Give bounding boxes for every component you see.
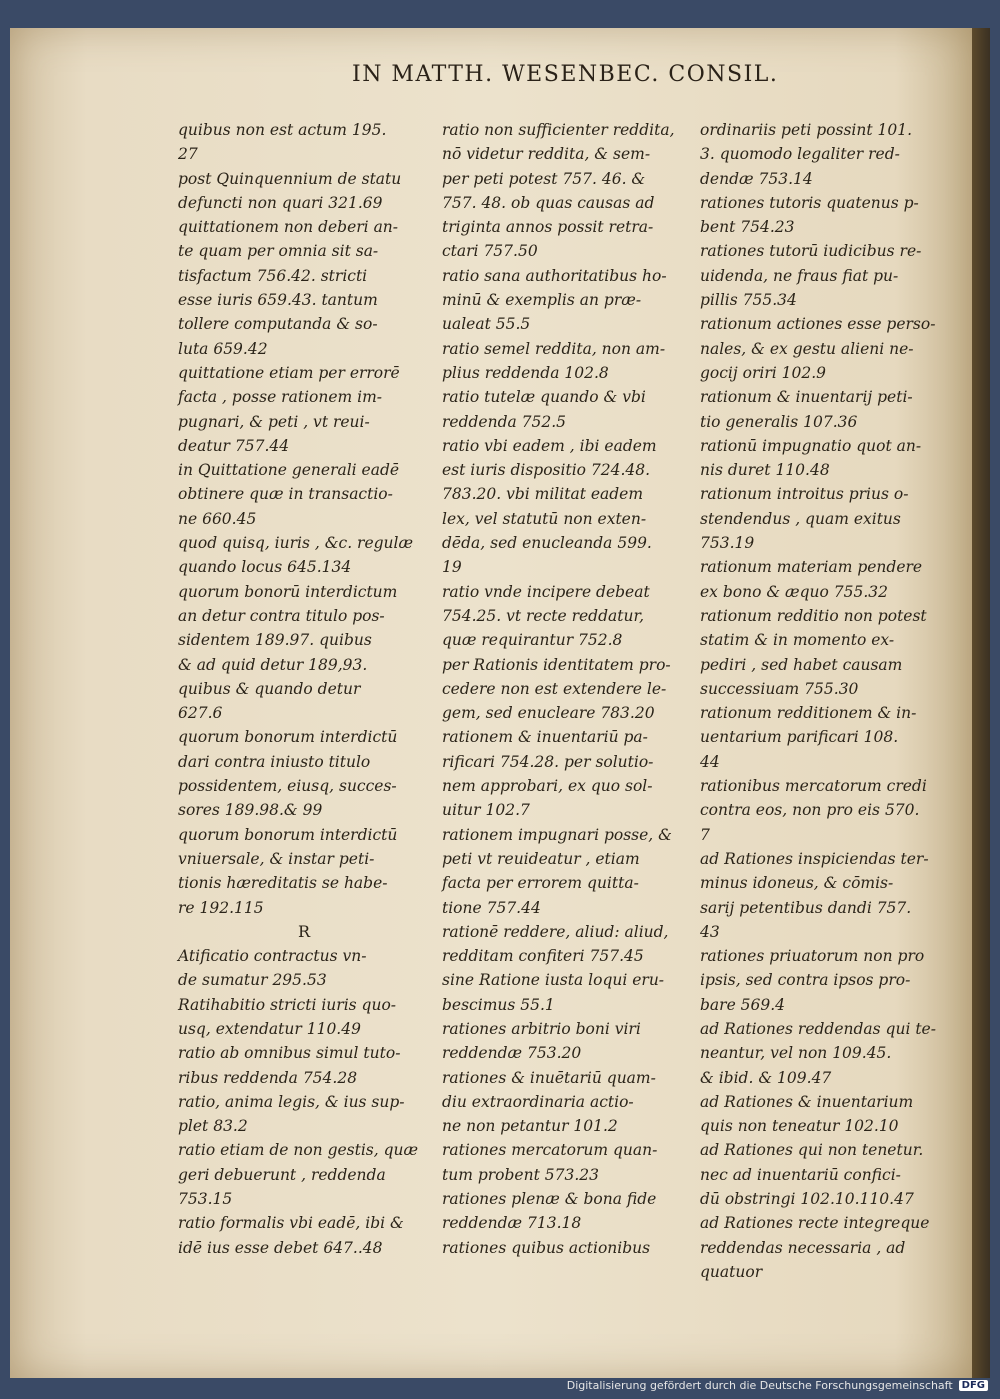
index-line: contra eos, non pro eis 570. <box>700 801 920 820</box>
index-line: rationes mercatorum quan- <box>442 1141 658 1160</box>
index-line: 7 <box>700 825 710 844</box>
index-line: & ibid. & 109.47 <box>700 1068 832 1087</box>
index-line: post Quinquennium de statu <box>178 169 402 188</box>
index-line: uidenda, ne fraus fiat pu- <box>700 266 899 285</box>
index-line: nis duret 110.48 <box>700 461 830 480</box>
index-line: quibus non est actum 195. <box>178 121 387 139</box>
index-line: statim & in momento ex- <box>700 631 895 650</box>
index-line: pediri , sed habet causam <box>700 655 903 674</box>
index-line: rationum introitus prius o- <box>700 485 909 504</box>
index-line: successiuam 755.30 <box>700 679 859 698</box>
index-line: sores 189.98.& 99 <box>178 801 323 820</box>
index-column-middle <box>442 118 692 1260</box>
index-line: ratio, anima legis, & ius sup- <box>178 1092 405 1111</box>
index-line: lex, vel statutū non exten- <box>442 509 647 528</box>
index-line: rationes priuatorum non pro <box>700 947 925 966</box>
index-line: Atificatio contractus vn- <box>178 947 367 966</box>
digitization-credit <box>567 1377 988 1393</box>
index-line: tollere computanda & so- <box>178 315 378 334</box>
index-line: rationibus mercatorum credi <box>700 777 927 796</box>
index-line: an detur contra titulo pos- <box>178 606 385 625</box>
index-line: 783.20. vbi militat eadem <box>442 485 644 504</box>
index-line: luta 659.42 <box>178 339 268 358</box>
index-line: ne 660.45 <box>178 509 257 528</box>
index-line: tum probent 573.23 <box>442 1165 599 1184</box>
index-line: dari contra iniusto titulo <box>178 752 371 771</box>
index-line: rationem impugnari posse, & <box>442 825 672 844</box>
index-line: ad Rationes & inuentarium <box>700 1092 914 1111</box>
index-line: in Quittatione generali eadē <box>178 461 400 480</box>
index-line: rationes arbitrio boni viri <box>442 1019 641 1038</box>
index-line: reddendas necessaria , ad <box>700 1238 906 1257</box>
index-line: te quam per omnia sit sa- <box>178 242 379 261</box>
index-line: rationum redditio non potest <box>700 606 927 625</box>
index-line: re 192.115 <box>178 898 264 917</box>
index-line: quorum bonorum interdictū <box>178 825 398 844</box>
page-edge <box>972 28 990 1378</box>
index-line: rationes plenæ & bona fide <box>442 1190 657 1209</box>
index-line: gem, sed enucleare 783.20 <box>442 704 655 723</box>
index-line: rationum redditionem & in- <box>700 704 917 723</box>
index-line: ordinariis peti possint 101. <box>700 121 913 139</box>
running-title: IN MATTH. WESENBEC. CONSIL. <box>352 62 779 87</box>
index-line: & ad quid detur 189,93. <box>178 655 368 674</box>
index-line: peti vt reuideatur , etiam <box>442 849 640 868</box>
index-line: plet 83.2 <box>178 1117 248 1136</box>
index-line: nec ad inuentariū confici- <box>700 1165 901 1184</box>
index-line: ratio tutelæ quando & vbi <box>442 388 646 407</box>
index-line: ribus reddenda 754.28 <box>178 1068 358 1087</box>
index-line: rificari 754.28. per solutio- <box>442 752 654 771</box>
index-line: 44 <box>700 752 720 771</box>
index-line: sidentem 189.97. quibus <box>178 631 372 650</box>
index-line: ratio sana authoritatibus ho- <box>442 266 667 285</box>
index-line: 27 <box>178 145 198 164</box>
index-line: minus idoneus, & cōmis- <box>700 874 894 893</box>
index-line: ratio etiam de non gestis, quæ <box>178 1141 419 1160</box>
index-line: ex bono & æquo 755.32 <box>700 582 889 601</box>
index-line: quittatione etiam per errorē <box>178 363 400 382</box>
index-line: tisfactum 756.42. stricti <box>178 266 368 285</box>
index-line: facta , posse rationem im- <box>178 388 383 407</box>
index-line: ratio semel reddita, non am- <box>442 339 666 358</box>
index-line: reddenda 752.5 <box>442 412 567 431</box>
index-line: ratio formalis vbi eadē, ibi & <box>178 1214 404 1233</box>
index-line: rationum materiam pendere <box>700 558 923 577</box>
index-line: rationes tutorū iudicibus re- <box>700 242 922 261</box>
index-line: ratio non sufficienter reddita, <box>442 121 675 139</box>
index-line: R <box>297 921 311 941</box>
index-line: nales, & ex gestu alieni ne- <box>700 339 914 358</box>
index-line: quæ requirantur 752.8 <box>442 631 623 650</box>
index-line: rationē reddere, aliud: aliud, <box>442 922 669 941</box>
index-line: minū & exemplis an præ- <box>442 291 642 310</box>
index-line: rationum actiones esse perso- <box>700 315 936 334</box>
index-line: rationem & inuentariū pa- <box>442 728 648 747</box>
index-line: 754.25. vt recte reddatur, <box>442 606 645 625</box>
index-line: 753.19 <box>700 534 755 553</box>
index-line: reddendæ 753.20 <box>442 1044 582 1063</box>
index-line: facta per errorem quitta- <box>442 874 639 893</box>
index-line: pugnari, & peti , vt reui- <box>178 412 370 431</box>
index-line: tio generalis 107.36 <box>700 412 858 431</box>
index-line: quorum bonorū interdictum <box>178 582 398 601</box>
index-line: bescimus 55.1 <box>442 995 555 1014</box>
index-line: usq, extendatur 110.49 <box>178 1019 361 1038</box>
index-line: quorum bonorum interdictū <box>178 728 398 747</box>
index-line: rationes & inuētariū quam- <box>442 1068 656 1087</box>
index-line: ctari 757.50 <box>442 242 538 261</box>
index-line: nō videtur reddita, & sem- <box>442 145 651 164</box>
index-line: rationū impugnatio quot an- <box>700 436 922 455</box>
index-line: tionis hæreditatis se habe- <box>178 874 388 893</box>
index-line: ad Rationes reddendas qui te- <box>700 1019 936 1038</box>
credit-text: Digitalisierung gefördert durch die Deutsche Forschungsgemeinschaft <box>566 1378 953 1392</box>
index-line: tione 757.44 <box>442 898 541 917</box>
index-line: ad Rationes qui non tenetur. <box>700 1141 924 1160</box>
index-line: est iuris dispositio 724.48. <box>442 461 651 480</box>
index-line: nem approbari, ex quo sol- <box>442 777 653 796</box>
index-line: possidentem, eiusq, succes- <box>178 777 397 796</box>
index-column-left <box>178 118 430 1260</box>
index-line: quod quisq, iuris , &c. regulæ <box>178 534 414 553</box>
index-line: obtinere quæ in transactio- <box>178 485 393 504</box>
index-line: quando locus 645.134 <box>178 558 352 577</box>
index-line: neantur, vel non 109.45. <box>700 1044 892 1063</box>
index-line: stendendus , quam exitus <box>700 509 901 528</box>
index-line: bare 569.4 <box>700 995 786 1014</box>
index-line: gocij oriri 102.9 <box>700 363 826 382</box>
index-line: ratio vbi eadem , ibi eadem <box>442 436 657 455</box>
index-line: geri debuerunt , reddenda <box>178 1165 386 1184</box>
index-line: rationes quibus actionibus <box>442 1238 651 1257</box>
index-line: dēda, sed enucleanda 599. <box>442 534 652 553</box>
index-line: esse iuris 659.43. tantum <box>178 291 378 310</box>
index-line: 19 <box>442 558 462 577</box>
index-line: defuncti non quari 321.69 <box>178 193 383 212</box>
index-line: idē ius esse debet 647..48 <box>178 1238 383 1257</box>
index-line: sarij petentibus dandi 757. <box>700 898 912 917</box>
index-line: rationum & inuentarij peti- <box>700 388 913 407</box>
index-line: ipsis, sed contra ipsos pro- <box>700 971 911 990</box>
index-line: de sumatur 295.53 <box>178 971 327 990</box>
index-line: ne non petantur 101.2 <box>442 1117 618 1136</box>
index-line: bent 754.23 <box>700 218 795 237</box>
index-line: per Rationis identitatem pro- <box>442 655 671 674</box>
index-line: ratio ab omnibus simul tuto- <box>178 1044 401 1063</box>
index-line: ad Rationes inspiciendas ter- <box>700 849 929 868</box>
index-line: 757. 48. ob quas causas ad <box>442 193 655 212</box>
index-line: sine Ratione iusta loqui eru- <box>442 971 665 990</box>
index-line: uitur 102.7 <box>442 801 530 820</box>
index-line: redditam confiteri 757.45 <box>442 947 644 966</box>
index-line: Ratihabitio stricti iuris quo- <box>178 995 397 1014</box>
index-line: 627.6 <box>178 704 223 723</box>
index-line: triginta annos possit retra- <box>442 218 654 237</box>
index-line: ratio vnde incipere debeat <box>442 582 650 601</box>
index-line: 3. quomodo legaliter red- <box>700 145 900 164</box>
index-line: dū obstringi 102.10.110.47 <box>700 1190 914 1209</box>
index-line: plius reddenda 102.8 <box>442 363 609 382</box>
index-line: deatur 757.44 <box>178 436 290 455</box>
index-line: quittationem non deberi an- <box>178 218 399 237</box>
index-line: uentarium parificari 108. <box>700 728 899 747</box>
index-line: cedere non est extendere le- <box>442 679 667 698</box>
index-column-right <box>700 118 946 1284</box>
index-line: per peti potest 757. 46. & <box>442 169 646 188</box>
index-line: 43 <box>700 922 720 941</box>
index-line: ualeat 55.5 <box>442 315 531 334</box>
index-line: 753.15 <box>178 1190 233 1209</box>
index-line: reddendæ 713.18 <box>442 1214 582 1233</box>
index-line: diu extraordinaria actio- <box>442 1092 634 1111</box>
index-line: vniuersale, & instar peti- <box>178 849 375 868</box>
index-line: rationes tutoris quatenus p- <box>700 193 919 212</box>
index-line: quis non teneatur 102.10 <box>700 1117 899 1136</box>
index-line: pillis 755.34 <box>700 291 797 310</box>
index-line: quibus & quando detur <box>178 679 361 698</box>
index-line: dendæ 753.14 <box>700 169 813 188</box>
dfg-logo: DFG <box>959 1380 988 1391</box>
index-line: ad Rationes recte integreque <box>700 1214 930 1233</box>
index-line: quatuor <box>700 1262 763 1281</box>
